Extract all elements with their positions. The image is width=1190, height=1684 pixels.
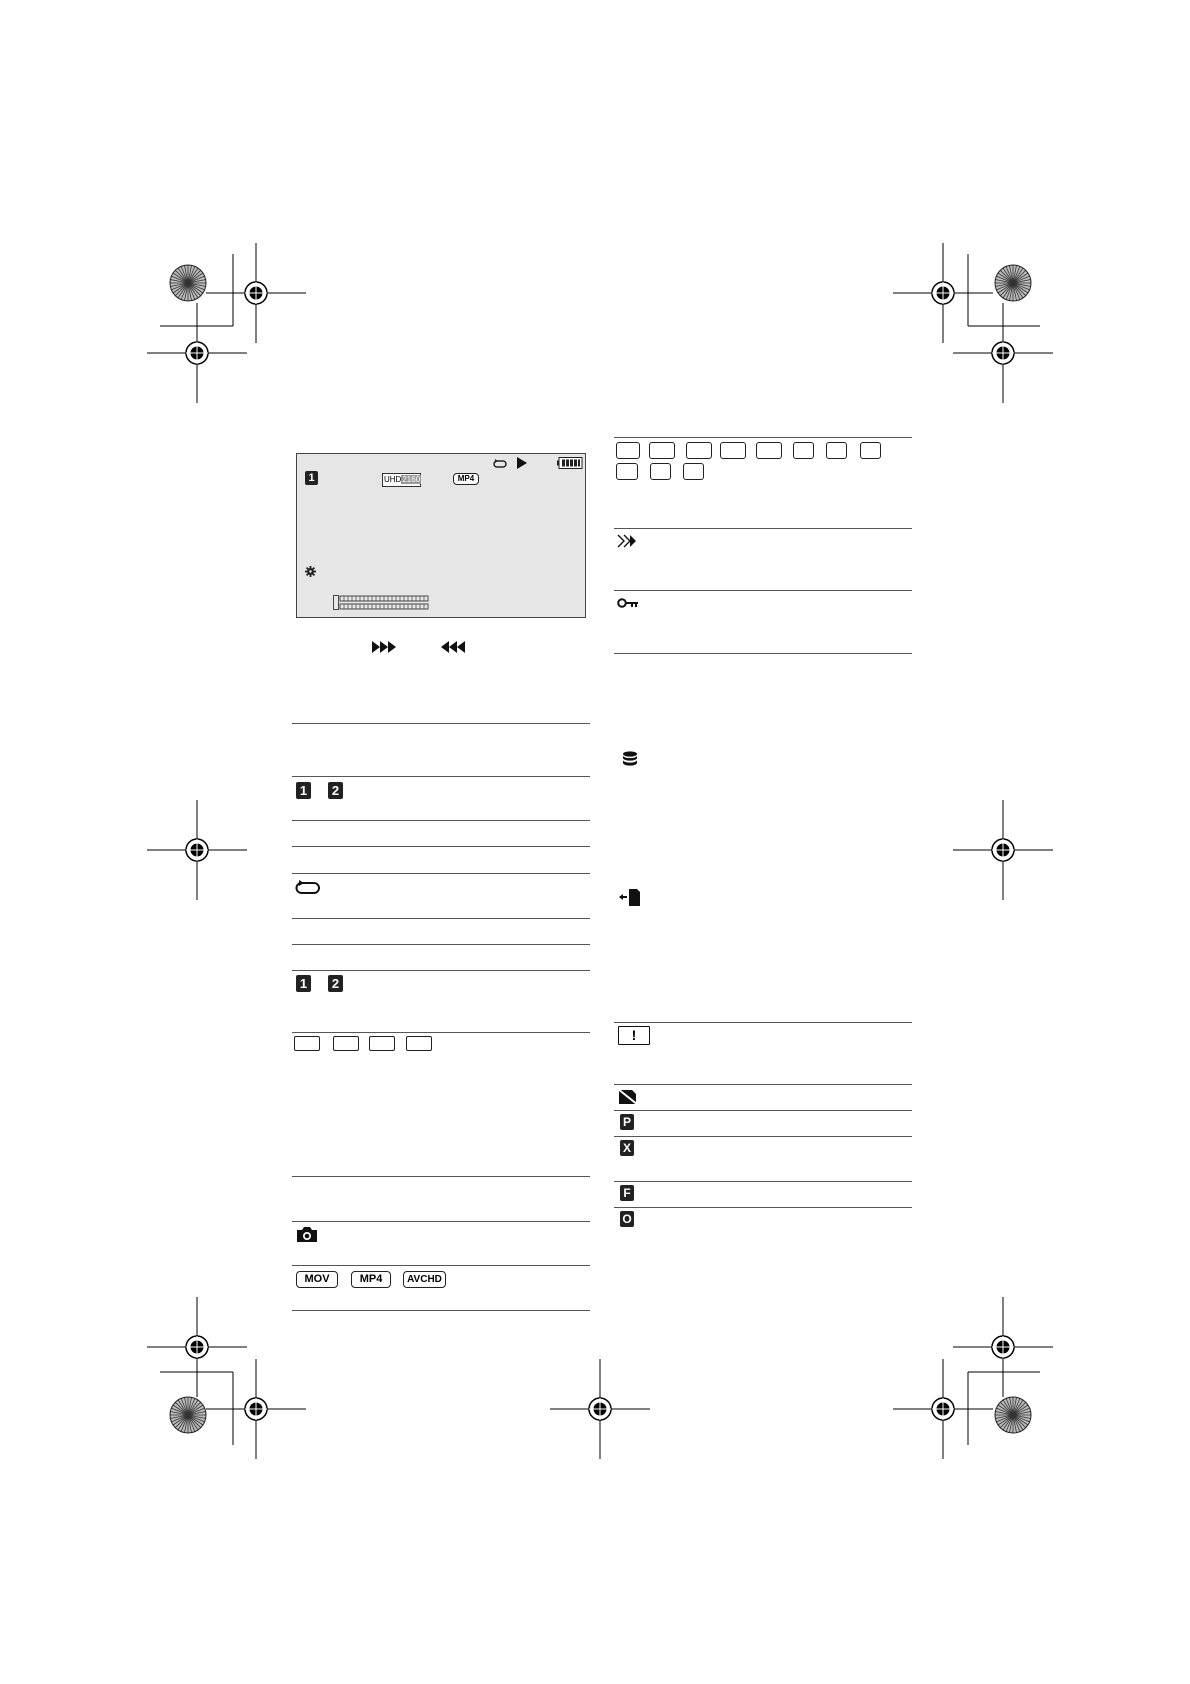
mov-format-badge: MOV	[296, 1271, 338, 1288]
right-rule	[614, 528, 912, 529]
right-rule	[614, 1136, 912, 1137]
lcd-battery-icon	[557, 457, 583, 470]
fast-forward-outline-icon	[618, 535, 638, 547]
lcd-media-icon: 1	[305, 471, 318, 485]
blank-box-icon	[756, 442, 782, 459]
avchd-format-badge: AVCHD	[403, 1271, 446, 1288]
card-insert-icon	[619, 889, 641, 906]
blank-box-icon	[333, 1036, 359, 1051]
media-2-icon: 2	[328, 975, 343, 992]
lcd-format-badge: MP4	[453, 473, 479, 485]
right-rule	[614, 1207, 912, 1208]
left-rule	[292, 846, 590, 847]
lcd-resolution-digits: 2160	[402, 475, 421, 484]
left-rule	[292, 1221, 590, 1222]
media-2-icon: 2	[328, 782, 343, 799]
left-rule	[292, 776, 590, 777]
left-rule	[292, 723, 590, 724]
fast-forward-icon	[372, 641, 396, 653]
lcd-resolution-prefix: UHD	[384, 475, 402, 484]
left-rule	[292, 970, 590, 971]
no-card-icon	[618, 1089, 638, 1105]
right-rule	[614, 653, 912, 654]
left-rule	[292, 1265, 590, 1266]
left-rule	[292, 820, 590, 821]
lcd-resolution-badge	[382, 473, 421, 487]
lcd-repeat-icon	[493, 458, 507, 470]
left-rule	[292, 1032, 590, 1033]
blank-box-icon	[826, 442, 847, 459]
lcd-timecode-icon	[333, 595, 429, 611]
left-rule	[292, 1176, 590, 1177]
right-rule	[614, 1084, 912, 1085]
lcd-screen-illustration	[296, 453, 586, 618]
warning-symbol: !	[631, 1027, 637, 1043]
right-rule	[614, 590, 912, 591]
card-o-icon: O	[620, 1211, 634, 1227]
right-rule	[614, 1022, 912, 1023]
lcd-gear-icon	[305, 566, 316, 577]
key-protect-icon	[617, 598, 639, 608]
left-rule	[292, 873, 590, 874]
warning-icon	[618, 1026, 650, 1045]
blank-box-icon	[860, 442, 881, 459]
right-rule	[614, 437, 912, 438]
card-p-icon: P	[620, 1114, 634, 1130]
repeat-playback-icon	[296, 880, 320, 896]
media-1-icon: 1	[296, 975, 311, 992]
blank-box-icon	[793, 442, 814, 459]
card-x-icon: X	[620, 1140, 634, 1156]
media-1-icon: 1	[296, 782, 311, 799]
blank-box-icon	[650, 463, 671, 480]
left-rule	[292, 918, 590, 919]
mp4-format-badge: MP4	[351, 1271, 391, 1288]
blank-box-icon	[686, 442, 712, 459]
left-rule	[292, 944, 590, 945]
right-rule	[614, 1110, 912, 1111]
blank-box-icon	[616, 463, 638, 480]
database-icon	[622, 751, 638, 767]
left-rule	[292, 1310, 590, 1311]
camera-icon	[296, 1226, 318, 1243]
blank-box-icon	[406, 1036, 432, 1051]
blank-box-icon	[369, 1036, 395, 1051]
right-rule	[614, 1181, 912, 1182]
rewind-icon	[441, 641, 465, 653]
blank-box-icon	[720, 442, 746, 459]
card-f-icon: F	[620, 1185, 634, 1201]
lcd-play-icon	[516, 457, 528, 469]
blank-box-icon	[683, 463, 704, 480]
blank-box-icon	[649, 442, 675, 459]
blank-box-icon	[616, 442, 640, 459]
blank-box-icon	[294, 1036, 320, 1051]
